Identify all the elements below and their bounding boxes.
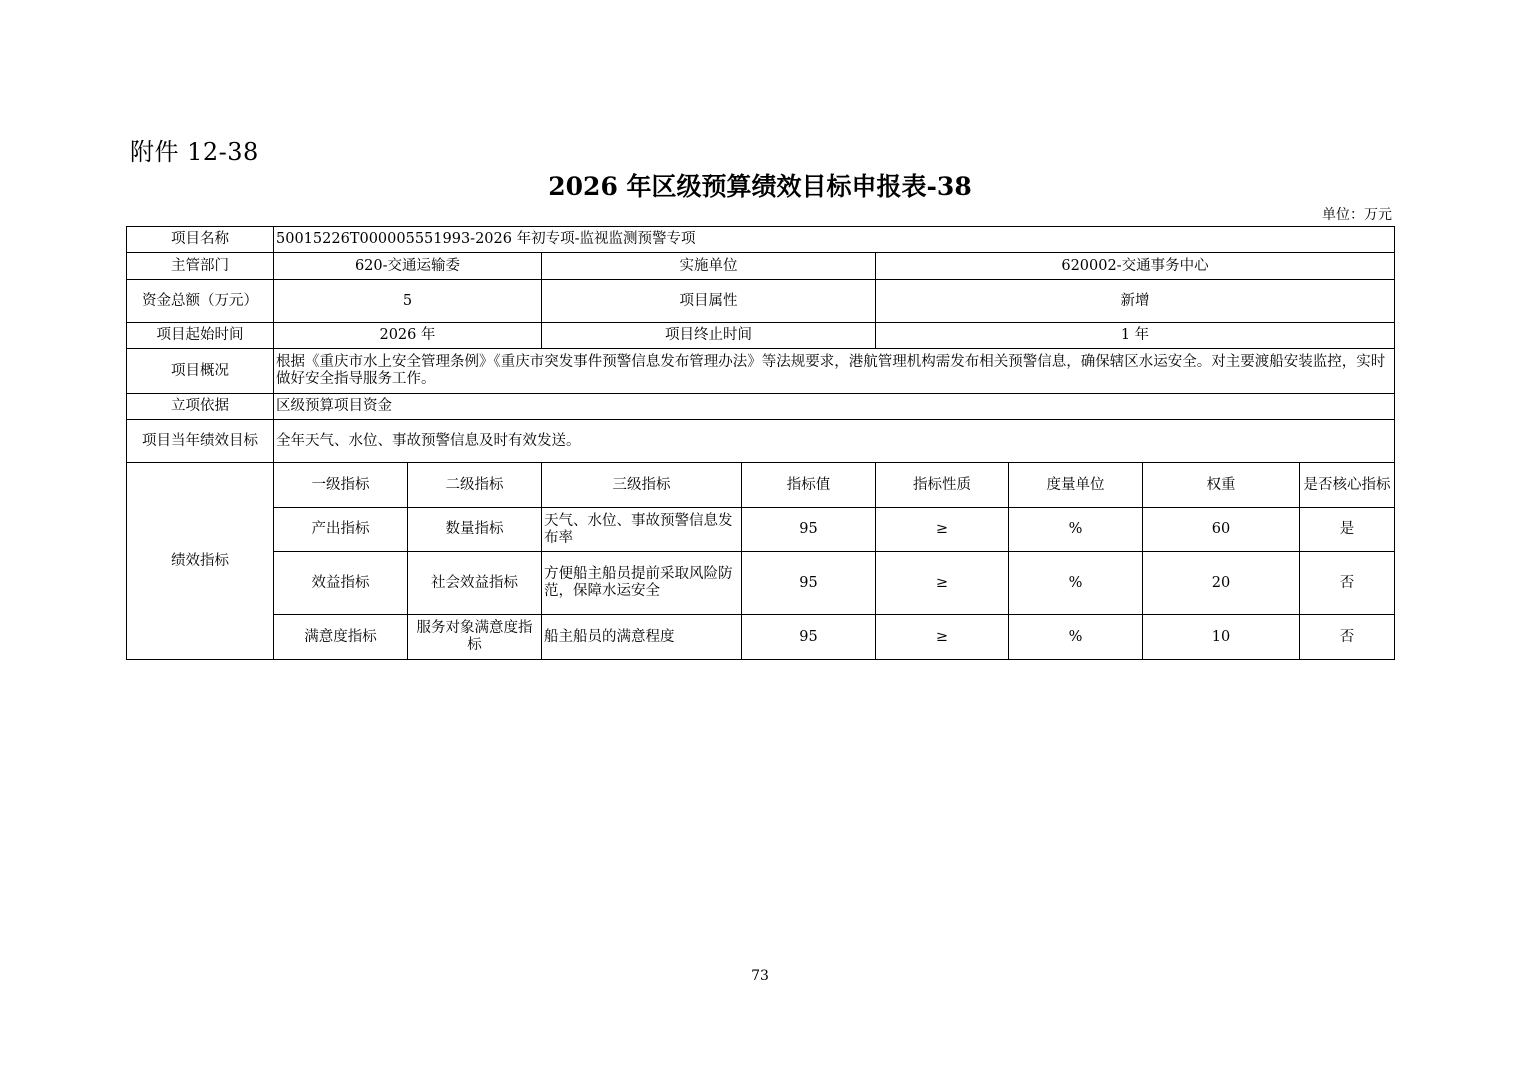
indicators-section-label: 绩效指标: [127, 463, 274, 660]
indicator-row: [127, 615, 1395, 660]
annual-goal-label: 项目当年绩效目标: [127, 420, 274, 463]
indicator-core: 是: [1300, 508, 1395, 552]
fund-total-value: 5: [274, 280, 542, 323]
end-time-value: 1 年: [876, 323, 1395, 349]
header-value: 指标值: [742, 463, 876, 508]
goal-row: [127, 420, 1395, 463]
annual-goal-value: 全年天气、水位、事故预警信息及时有效发送。: [274, 420, 1395, 463]
indicator-core: 否: [1300, 615, 1395, 660]
page-number: 73: [751, 968, 769, 984]
indicator-level3: 船主船员的满意程度: [542, 615, 742, 660]
header-nature: 指标性质: [876, 463, 1009, 508]
project-attribute-label: 项目属性: [542, 280, 876, 323]
indicator-header-row: [127, 463, 1395, 508]
indicator-value: 95: [742, 615, 876, 660]
indicator-unit: %: [1009, 552, 1143, 615]
overview-label: 项目概况: [127, 349, 274, 394]
indicator-level2: 服务对象满意度指标: [408, 615, 542, 660]
indicator-value: 95: [742, 508, 876, 552]
indicator-level3: 方便船主船员提前采取风险防范，保障水运安全: [542, 552, 742, 615]
period-row: [127, 323, 1395, 349]
department-row: [127, 253, 1395, 280]
header-core: 是否核心指标: [1300, 463, 1395, 508]
page-title: 2026 年区级预算绩效目标申报表-38: [548, 172, 972, 201]
header-weight: 权重: [1143, 463, 1300, 508]
implementing-unit-value: 620002-交通事务中心: [876, 253, 1395, 280]
indicator-core: 否: [1300, 552, 1395, 615]
indicator-row: [127, 508, 1395, 552]
indicator-weight: 10: [1143, 615, 1300, 660]
fund-row: [127, 280, 1395, 323]
overview-value: 根据《重庆市水上安全管理条例》《重庆市突发事件预警信息发布管理办法》等法规要求，港航管理机构需发布相关预警信息，确保辖区水运安全。对主要渡船安装监控，实时做好安全指导服务工作。: [274, 349, 1395, 394]
header-unit: 度量单位: [1009, 463, 1143, 508]
start-time-value: 2026 年: [274, 323, 542, 349]
indicator-nature: ≥: [876, 552, 1009, 615]
attachment-label: 附件 12-38: [130, 138, 259, 166]
implementing-unit-label: 实施单位: [542, 253, 876, 280]
indicator-level2: 社会效益指标: [408, 552, 542, 615]
header-level3: 三级指标: [542, 463, 742, 508]
indicator-row: [127, 552, 1395, 615]
project-attribute-value: 新增: [876, 280, 1395, 323]
overview-row: [127, 349, 1395, 394]
header-level2: 二级指标: [408, 463, 542, 508]
end-time-label: 项目终止时间: [542, 323, 876, 349]
indicator-value: 95: [742, 552, 876, 615]
unit-label: 单位：万元: [1322, 207, 1392, 223]
indicator-level2: 数量指标: [408, 508, 542, 552]
indicator-level1: 效益指标: [274, 552, 408, 615]
department-label: 主管部门: [127, 253, 274, 280]
performance-target-table: [126, 226, 1395, 660]
department-value: 620-交通运输委: [274, 253, 542, 280]
indicator-nature: ≥: [876, 508, 1009, 552]
indicator-weight: 20: [1143, 552, 1300, 615]
header-level1: 一级指标: [274, 463, 408, 508]
indicator-level3: 天气、水位、事故预警信息发布率: [542, 508, 742, 552]
indicator-level1: 满意度指标: [274, 615, 408, 660]
indicator-unit: %: [1009, 508, 1143, 552]
project-name-row: [127, 227, 1395, 253]
basis-value: 区级预算项目资金: [274, 394, 1395, 420]
start-time-label: 项目起始时间: [127, 323, 274, 349]
indicator-nature: ≥: [876, 615, 1009, 660]
indicator-weight: 60: [1143, 508, 1300, 552]
project-name-label: 项目名称: [127, 227, 274, 253]
indicator-unit: %: [1009, 615, 1143, 660]
indicator-level1: 产出指标: [274, 508, 408, 552]
fund-total-label: 资金总额（万元）: [127, 280, 274, 323]
basis-label: 立项依据: [127, 394, 274, 420]
basis-row: [127, 394, 1395, 420]
project-name-value: 50015226T000005551993-2026 年初专项-监视监测预警专项: [274, 227, 1395, 253]
